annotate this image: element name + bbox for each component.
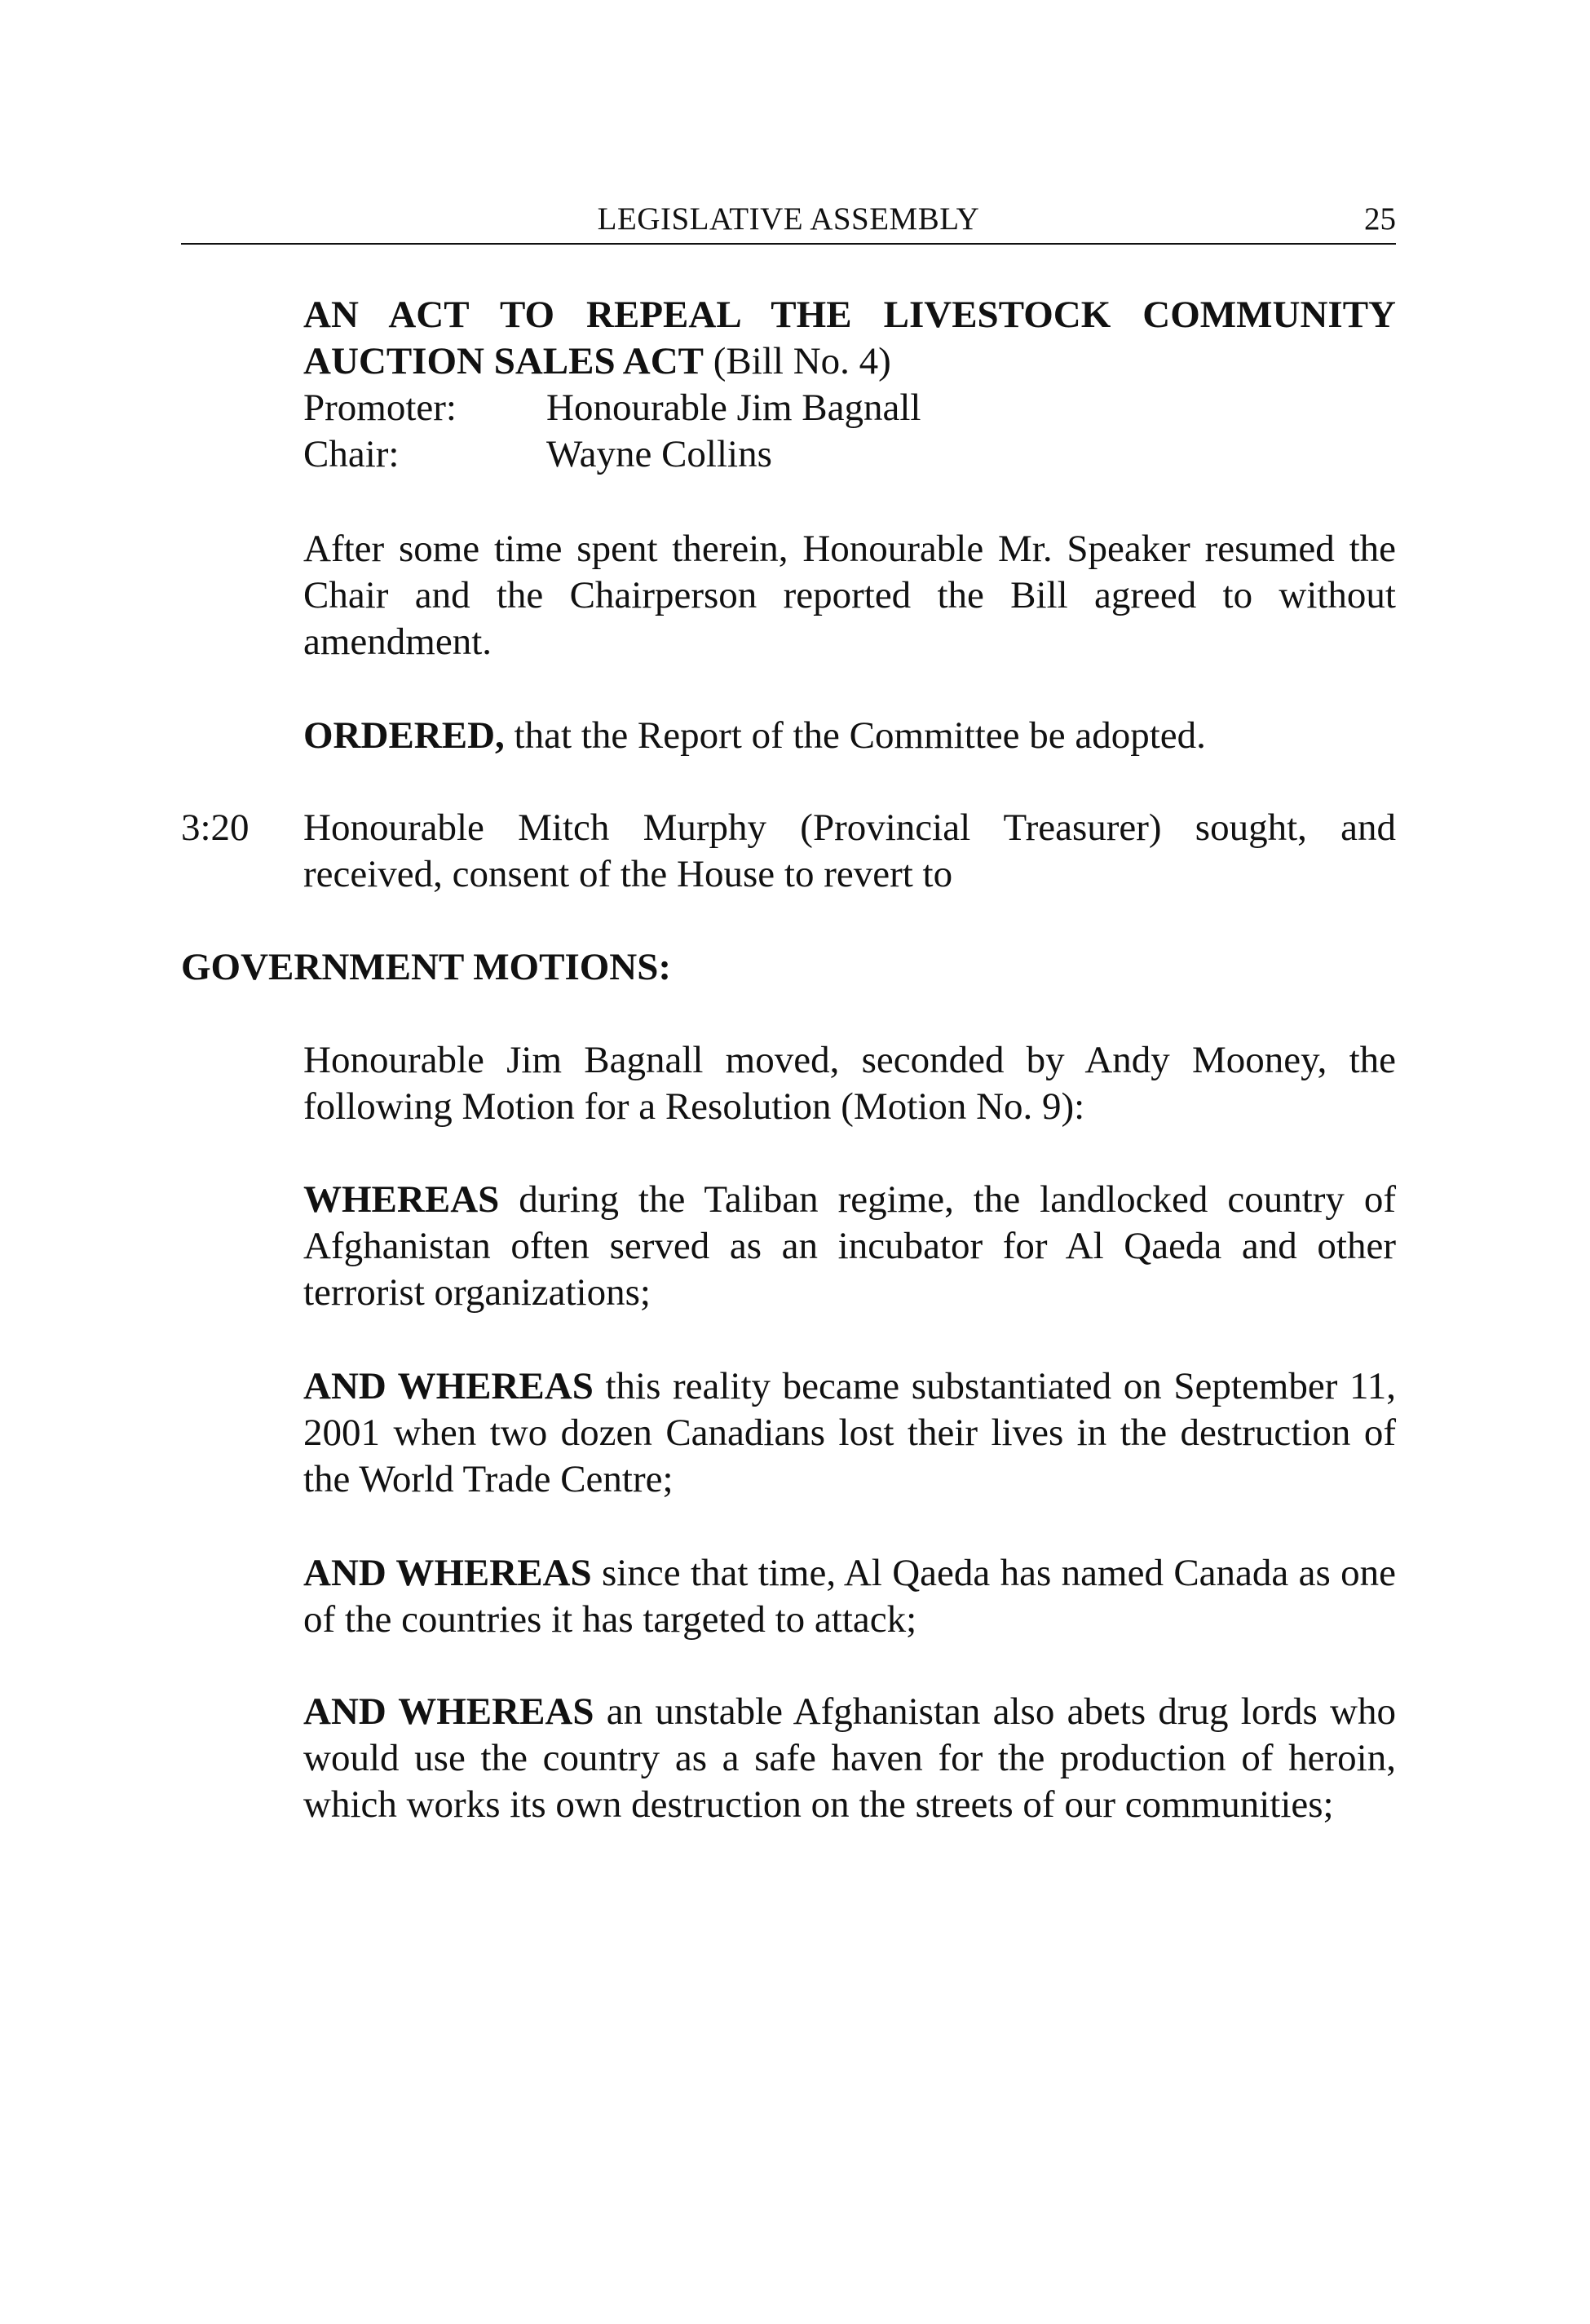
whereas-text: an unstable Afghanistan also abets drug lords who would use the country as a safe haven for the production of heroin, which works its own destruction on the streets of our communities;	[303, 1690, 1396, 1826]
ordered-bold: ORDERED,	[303, 714, 505, 757]
whereas-clause	[303, 1363, 1396, 1503]
motion-intro-text: Honourable Jim Bagnall moved, seconded by Andy Mooney, the following Motion for a Resolution (Motion No. 9):	[303, 1039, 1396, 1128]
report-paragraph	[303, 526, 1396, 665]
entry-text: Honourable Mitch Murphy (Provincial Treasurer) sought, and received, consent of the House to revert to	[303, 806, 1396, 895]
chair-value: Wayne Collins	[546, 433, 772, 475]
chair-row	[303, 431, 1396, 478]
whereas-clause	[303, 1550, 1396, 1643]
entry-320	[303, 805, 1396, 898]
ordered-paragraph	[303, 713, 1396, 759]
whereas-keyword: AND WHEREAS	[303, 1552, 592, 1594]
chair-label: Chair:	[303, 433, 400, 475]
promoter-row	[303, 385, 1396, 431]
bill-title-line2-bold: AUCTION SALES ACT	[303, 340, 704, 382]
bill-title-line1: AN ACT TO REPEAL THE LIVESTOCK COMMUNITY	[303, 294, 1396, 336]
whereas-clause	[303, 1689, 1396, 1828]
header-title: LEGISLATIVE ASSEMBLY	[597, 201, 980, 236]
promoter-label: Promoter:	[303, 387, 457, 429]
motion-intro	[303, 1037, 1396, 1130]
whereas-keyword: WHEREAS	[303, 1178, 500, 1221]
whereas-keyword: AND WHEREAS	[303, 1365, 594, 1407]
whereas-text: during the Taliban regime, the landlocked country of Afghanistan often served as an incubator for Al Qaeda and other terrorist organizations;	[303, 1178, 1396, 1314]
ordered-text: that the Report of the Committee be adopted.	[504, 714, 1206, 757]
entry-time: 3:20	[181, 806, 250, 849]
bill-block	[303, 292, 1396, 478]
bill-title-line2	[303, 338, 1396, 385]
page-header	[181, 199, 1396, 245]
section-heading: GOVERNMENT MOTIONS:	[181, 946, 672, 988]
whereas-keyword: AND WHEREAS	[303, 1690, 594, 1733]
promoter-value: Honourable Jim Bagnall	[546, 387, 921, 429]
whereas-clause	[303, 1177, 1396, 1316]
page-number: 25	[1364, 201, 1396, 236]
whereas-text: since that time, Al Qaeda has named Canada as one of the countries it has targeted to attack;	[303, 1552, 1397, 1641]
report-text: After some time spent therein, Honourable Mr. Speaker resumed the Chair and the Chairperson reported the Bill agreed to without amendment.	[303, 528, 1396, 663]
bill-number: (Bill No. 4)	[704, 340, 891, 382]
whereas-text: this reality became substantiated on September 11, 2001 when two dozen Canadians lost their lives in the destruction of the World Trade Centre;	[303, 1365, 1396, 1500]
